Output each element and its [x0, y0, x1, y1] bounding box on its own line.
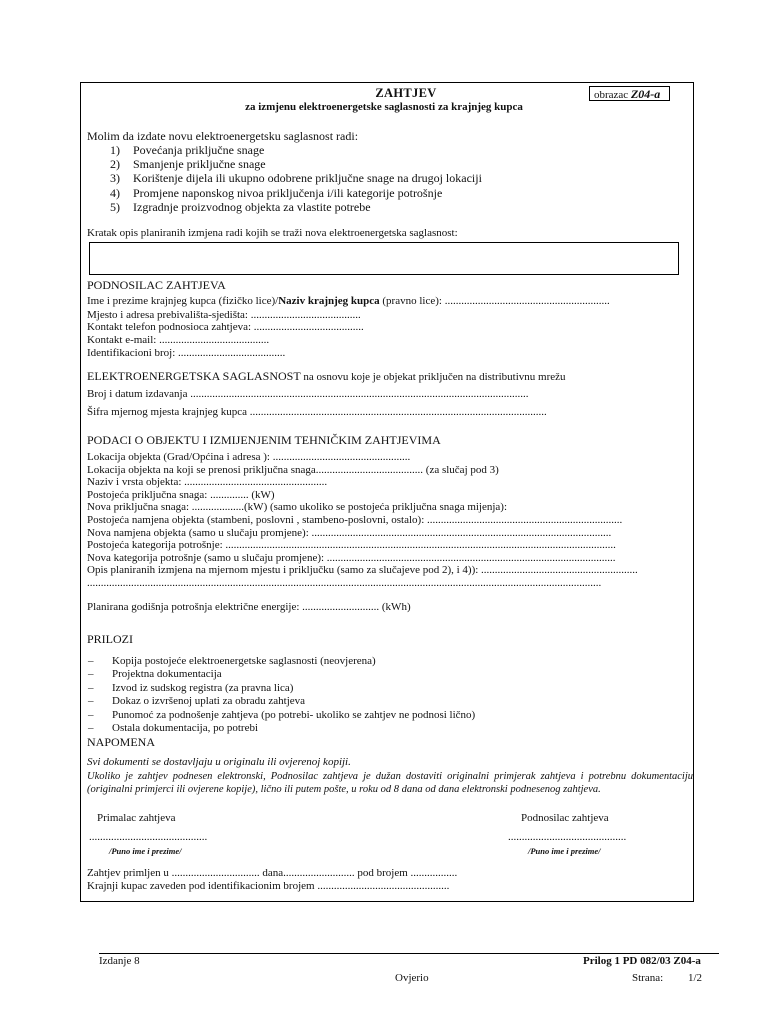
form-code: Z04-a [630, 87, 661, 101]
dash-bullet: – [88, 655, 94, 667]
form-subtitle: za izmjenu elektroenergetske saglasnosti za krajnjeg kupca [245, 101, 523, 113]
object-field[interactable]: Opis planiranih izmjena na mjernom mjestu i priključku (samo za slučajeve pod 2), i 4)): ......................................................... [87, 564, 638, 576]
received-field[interactable]: Zahtjev primljen u ................................ dana.......................... pod brojem ................. [87, 867, 458, 879]
issue-number-field[interactable]: Broj i datum izdavanja ........................................................................................................................... [87, 388, 529, 400]
list-text: Povećanja priključne snage [133, 143, 265, 157]
object-field[interactable]: Nova namjena objekta (samo u slučaju promjene): ............................................................................................................. [87, 527, 612, 539]
attachments-heading: PRILOZI [87, 632, 133, 646]
list-text: Izgradnje proizvodnog objekta za vlastite potrebe [133, 200, 371, 214]
applicant-name-field[interactable] [87, 295, 610, 308]
intro-lead: Molim da izdate novu elektroenergetsku saglasnost radi: [87, 129, 359, 143]
edition-label: Izdanje 8 [99, 955, 140, 967]
dash-bullet: – [88, 709, 94, 721]
annex-label: Prilog 1 PD 082/03 Z04-a [583, 955, 701, 967]
list-number: 2) [110, 157, 120, 171]
form-code-box [589, 86, 670, 101]
list-number: 5) [110, 200, 120, 214]
attachment-text: Izvod iz sudskog registra (za pravna lica) [112, 682, 294, 694]
list-number: 4) [110, 186, 120, 200]
note-paragraph: Ukoliko je zahtjev podnesen elektronski, Podnosilac zahtjeva je dužan dostaviti originalni primjerak zahtjeva i potrebnu dokumentaciju (originalni primjerci ili ovjerene kopije), lično ili putem pošte, u roku od 8 dana od dana elektronski podnesenog zahtjeva. [87, 771, 693, 795]
page-number: 1/2 [688, 972, 703, 984]
description-field[interactable] [89, 242, 679, 275]
dash-bullet: – [88, 695, 94, 707]
consent-heading-main: ELEKTROENERGETSKA SAGLASNOST [87, 369, 301, 383]
address-field[interactable]: Mjesto i adresa prebivališta-sjedišta: ........................................ [87, 309, 361, 321]
applicant-sign-label: Podnosilac zahtjeva [521, 812, 609, 824]
note-line: Svi dokumenti se dostavljaju u originalu ili ovjerenoj kopiji. [87, 756, 351, 768]
id-number-field[interactable]: Identifikacioni broj: ....................................... [87, 347, 286, 359]
object-field[interactable]: Lokacija objekta (Grad/Općina i adresa ): .................................................. [87, 451, 411, 463]
object-field[interactable]: Postojeća namjena objekta (stambeni, poslovni , stambeno-poslovni, ostalo): ....................................................................... [87, 514, 623, 526]
description-label: Kratak opis planiranih izmjena radi kojih se traži nova elektroenergetska saglasnost: [87, 227, 458, 239]
object-field[interactable]: ........................................................................................................................................................................................... [87, 577, 602, 589]
attachment-text: Kopija postojeće elektroenergetske saglasnosti (neovjerena) [112, 655, 376, 667]
name-dots: (pravno lice): ............................................................ [379, 295, 610, 307]
list-text: Korištenje dijela ili ukupno odobrene priključne snage na drugoj lokaciji [133, 171, 482, 185]
object-field[interactable]: Lokacija objekta na koji se prenosi priključna snaga....................................... (za slučaj pod 3) [87, 464, 499, 476]
attachment-text: Ostala dokumentacija, po potrebi [112, 722, 259, 734]
form-code-prefix: obrazac [594, 89, 629, 101]
object-field[interactable]: Postojeća priključna snaga: .............. (kW) [87, 489, 275, 501]
dash-bullet: – [88, 682, 94, 694]
attachment-text: Punomoć za podnošenje zahtjeva (po potrebi- ukoliko se zahtjev ne podnosi lično) [112, 709, 476, 721]
form-title: ZAHTJEV [375, 86, 437, 100]
receiver-signature-line[interactable]: ........................................... [89, 831, 208, 843]
name-label: Ime i prezime krajnjeg kupca (fizičko lice)/ [87, 295, 279, 307]
object-field[interactable]: Postojeća kategorija potrošnje: .............................................................................................................................................. [87, 539, 616, 551]
applicant-fullname-caption: /Puno ime i prezime/ [528, 846, 601, 856]
list-number: 1) [110, 143, 120, 157]
receiver-fullname-caption: /Puno ime i prezime/ [109, 846, 182, 856]
object-field[interactable]: Naziv i vrsta objekta: .................................................... [87, 476, 328, 488]
dash-bullet: – [88, 668, 94, 680]
object-heading: PODACI O OBJEKTU I IZMIJENJENIM TEHNIČKIM ZAHTJEVIMA [87, 433, 441, 447]
consent-heading-rest: na osnovu koje je objekat priključen na distributivnu mrežu [300, 371, 566, 383]
list-text: Smanjenje priključne snage [133, 157, 266, 171]
consent-heading [87, 370, 566, 384]
list-text: Promjene naponskog nivoa priključenja i/ili kategorije potrošnje [133, 186, 443, 200]
registration-field[interactable]: Krajnji kupac zaveden pod identifikacionim brojem ................................................ [87, 880, 450, 892]
email-field[interactable]: Kontakt e-mail: ........................................ [87, 334, 270, 346]
object-field[interactable]: Nova priključna snaga: ...................(kW) (samo ukoliko se postojeća priključna snaga mijenja): [87, 501, 508, 513]
list-number: 3) [110, 171, 120, 185]
dash-bullet: – [88, 722, 94, 734]
applicant-signature-line[interactable]: ........................................... [508, 831, 627, 843]
attachment-text: Dokaz o izvršenoj uplati za obradu zahtjeva [112, 695, 306, 707]
page-label: Strana: [632, 972, 664, 984]
applicant-heading: PODNOSILAC ZAHTJEVA [87, 278, 226, 292]
phone-field[interactable]: Kontakt telefon podnosioca zahtjeva: ........................................ [87, 321, 364, 333]
object-field[interactable]: Nova kategorija potrošnje (samo u slučaju promjene): ......................................................................................................... [87, 552, 616, 564]
energy-consumption-field[interactable]: Planirana godišnja potrošnja električne energije: ............................ (kWh) [87, 601, 411, 613]
attachment-text: Projektna dokumentacija [112, 668, 222, 680]
company-name-label: Naziv krajnjeg kupca [278, 295, 380, 307]
footer-divider [99, 953, 719, 954]
verified-label: Ovjerio [395, 972, 429, 984]
meter-code-field[interactable]: Šifra mjernog mjesta krajnjeg kupca ............................................................................................................ [87, 406, 547, 418]
receiver-label: Primalac zahtjeva [97, 812, 176, 824]
note-heading: NAPOMENA [87, 735, 156, 749]
